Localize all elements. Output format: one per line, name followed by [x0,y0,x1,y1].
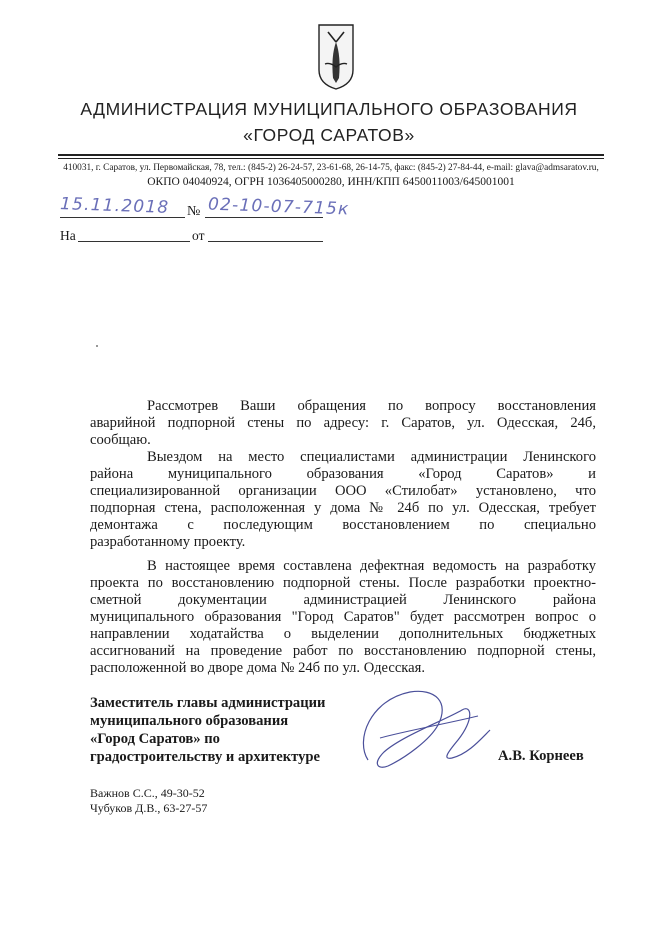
handwritten-date: 15.11.2018 [59,194,170,218]
paragraph-line: сметной документации администрацией Ленинского района [90,592,596,608]
signer-position-line: градостроительству и архитектуре [90,749,320,765]
signer-position-line: муниципального образования [90,713,289,729]
paragraph-3 [90,558,596,677]
handwritten-number: 02-10-07-715к [207,194,350,220]
number-underline [205,217,323,218]
executor-line: Важнов С.С., 49-30-52 [90,786,205,800]
signer-name: А.В. Корнеев [498,748,584,764]
paragraph-line: ассигнований на проведение работ по восстановлению подпорной стены, [90,643,596,659]
paragraph-line: сообщаю. [90,432,151,448]
header-rule-thin [58,158,604,159]
paragraph-2 [90,449,596,551]
number-sign: № [187,204,201,219]
paragraph-line: Рассмотрев Ваши обращения по вопросу восстановления [147,398,596,414]
signer-position-line: «Город Саратов» по [90,731,220,747]
ot-underline [208,241,323,242]
paragraph-line: подпорная стена, расположенная у дома № 24б по ул. Одесская, требует [90,500,596,516]
ot-label: от [192,228,205,243]
paragraph-line: муниципального образования "Город Саратов" будет рассмотрен вопрос о [90,609,596,625]
date-underline [60,217,185,218]
paragraph-line: Выездом на место специалистами администрации Ленинского [147,449,596,465]
paragraph-line: специализированной организации ООО «Стилобат» установлено, что [90,483,596,499]
paragraph-line: расположенной во дворе дома № 24б по ул. Одесская. [90,660,426,676]
paragraph-line: демонтажа с последующим восстановлением по специально [90,517,596,533]
na-label: На [60,228,76,243]
na-underline [78,241,190,242]
paragraph-1 [90,398,596,449]
paragraph-line: разработанному проекту. [90,534,246,550]
paragraph-line: направлении ходатайства о выделении дополнительных бюджетных [90,626,596,642]
scan-speck [96,345,98,347]
org-title-line1: АДМИНИСТРАЦИЯ МУНИЦИПАЛЬНОГО ОБРАЗОВАНИЯ [80,99,578,119]
executors [90,786,207,816]
signer-position [90,694,325,766]
org-title-line2: «ГОРОД САРАТОВ» [243,125,415,145]
executor-line: Чубуков Д.В., 63-27-57 [90,801,208,815]
paragraph-line: В настоящее время составлена дефектная ведомость на разработку [147,558,596,574]
registration-codes: ОКПО 04040924, ОГРН 1036405000280, ИНН/КПП 6450011003/645001001 [147,176,515,188]
header-rule-thick [58,154,604,156]
paragraph-line: аварийной подпорной стены по адресу: г. Саратов, ул. Одесская, 24б, [90,415,596,431]
paragraph-line: района муниципального образования «Город Саратов» и [90,466,596,482]
contact-details: 410031, г. Саратов, ул. Первомайская, 78, тел.: (845-2) 26-24-57, 23-61-68, 26-14-75, факс: (845-2) 27-84-44, e-mail: glava@admsaratov.ru, [63,163,599,173]
saratov-coat-of-arms-icon [316,22,356,92]
handwritten-signature [350,680,500,780]
paragraph-line: проекта по восстановлению подпорной стены. После разработки проектно- [90,575,596,591]
signer-position-line: Заместитель главы администрации [90,695,326,711]
